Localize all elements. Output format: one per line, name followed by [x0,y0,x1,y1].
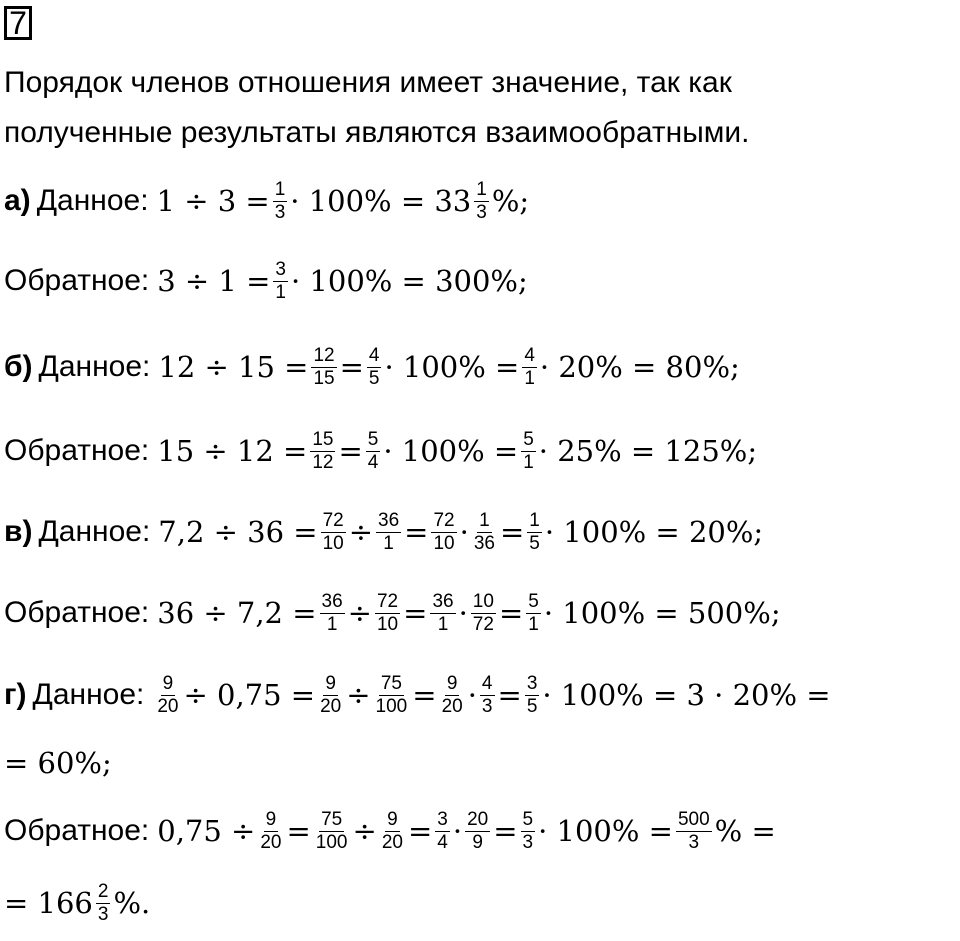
inverse-word: Обратное: [4,264,150,297]
math-text: = [407,814,433,848]
fraction: $\frac{12}{15}$ [313,344,335,389]
math-text: 3 ÷ 1 = [157,264,271,298]
fraction: $\frac{3}{5}$ [526,672,538,717]
fraction: $\frac{36}{1}$ [321,590,343,635]
fraction: $\frac{15}{12}$ [312,428,334,473]
part-b-inverse [4,416,757,486]
part-label: а) [4,184,31,217]
math-text: 36 ÷ 7,2 = [157,596,317,630]
part-g-inverse-continuation [4,868,150,938]
task-number-box: 7 [4,6,32,40]
math-text: · 100% = 20%; [544,515,764,549]
math-text: ÷ [346,678,371,712]
intro-line-2: полученные результаты являются взаимообратными. [4,116,750,149]
fraction: $\frac{9}{20}$ [260,808,282,853]
fraction: $\frac{4}{1}$ [524,344,535,389]
part-v-inverse [4,578,781,648]
math-text: · [467,678,477,712]
fraction: $\frac{72}{10}$ [322,509,344,554]
math-text: · 100% = [384,350,520,384]
part-label: б) [4,350,33,383]
part-b-given [4,332,740,402]
part-a-given [4,166,529,236]
math-text: · 100% = 33 [290,184,472,218]
math-text: · 100% = 500%; [543,596,781,630]
math-text: = [493,814,518,848]
part-g-given-continuation [4,728,112,798]
fraction: $\frac{4}{3}$ [481,672,493,717]
fraction: $\frac{36}{1}$ [432,590,454,635]
math-text: = [403,596,428,630]
fraction: $\frac{5}{1}$ [523,428,534,473]
math-text: = [286,814,311,848]
fraction: $\frac{3}{1}$ [275,258,286,303]
fraction: $\frac{72}{10}$ [376,590,399,635]
given-word: Данное: [32,678,145,711]
math-text: ÷ [347,596,372,630]
fraction: $\frac{9}{20}$ [381,808,403,853]
fraction: $\frac{36}{1}$ [378,509,400,554]
math-text: = [498,596,524,630]
math-text: %; [491,184,530,218]
given-word: Данное: [36,184,149,217]
math-text: · [458,596,468,630]
fraction: $\frac{4}{5}$ [368,344,380,389]
math-text: = [404,515,429,549]
inverse-word: Обратное: [4,814,150,847]
fraction: $\frac{1}{36}$ [473,509,495,554]
fraction: $\frac{5}{4}$ [367,428,379,473]
math-text: · 25% = 125%; [538,434,758,468]
math-text: = [499,515,525,549]
fraction: $\frac{72}{10}$ [433,509,455,554]
math-text: · 20% = 80%; [539,350,740,384]
inverse-word: Обратное: [4,434,150,467]
part-a-inverse [4,246,528,316]
fraction: $\frac{20}{9}$ [467,808,489,853]
fraction: $\frac{1}{5}$ [529,509,540,554]
fraction: $\frac{500}{3}$ [677,808,710,853]
math-text: = [412,678,437,712]
math-text: = [338,434,363,468]
fraction: $\frac{9}{20}$ [441,672,463,717]
math-text: 0,75 ÷ [157,814,256,848]
math-text: ÷ [352,814,377,848]
math-text: 7,2 ÷ 36 = [158,515,318,549]
fraction: $\frac{9}{20}$ [320,672,342,717]
fraction: $\frac{75}{100}$ [375,672,408,717]
fraction: $\frac{10}{72}$ [472,590,494,635]
fraction: $\frac{5}{3}$ [522,808,534,853]
math-text: · 100% = [538,814,673,848]
fraction: $\frac{9}{20}$ [157,672,179,717]
part-label: г) [4,678,27,711]
math-text: = 166 [4,886,93,920]
math-text: ÷ 0,75 = [183,678,316,712]
fraction: $\frac{1}{3}$ [274,178,286,223]
part-v-given [4,497,763,567]
math-text: · 100% = 300%; [290,264,528,298]
inverse-word: Обратное: [4,596,150,629]
fraction: $\frac{2}{3}$ [97,880,109,925]
fraction: $\frac{1}{3}$ [476,178,487,223]
math-text: = [339,350,364,384]
fraction: $\frac{75}{100}$ [315,808,348,853]
math-text: 1 ÷ 3 = [156,184,270,218]
math-text: · 100% = [383,434,519,468]
math-text: · [452,814,463,848]
math-text: · 100% = 3 · 20% = [542,678,831,712]
math-text: ÷ [348,515,374,549]
intro-line-1: Порядок членов отношения имеет значение, так как [4,66,732,99]
math-text: 15 ÷ 12 = [157,434,308,468]
math-text: · [459,515,469,549]
fraction: $\frac{5}{1}$ [528,590,539,635]
math-text: % = [714,814,776,848]
fraction: $\frac{3}{4}$ [437,808,448,853]
given-word: Данное: [38,515,151,548]
given-word: Данное: [38,350,151,383]
part-g-given [4,660,831,730]
math-text: = [497,678,522,712]
math-text: %. [113,886,151,920]
part-label: в) [4,515,33,548]
math-text: = 60%; [4,746,112,780]
math-text: 12 ÷ 15 = [158,350,309,384]
part-g-inverse [4,796,776,866]
